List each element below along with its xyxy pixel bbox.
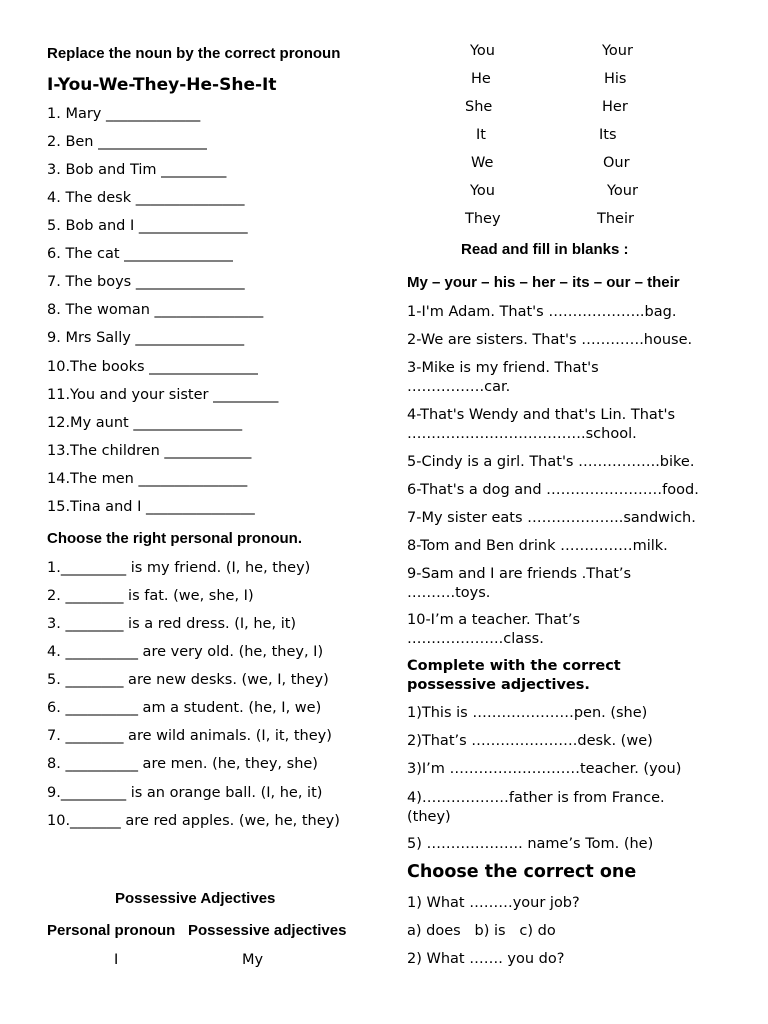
complete-item: 2)That’s ………………….desk. (we)	[407, 733, 653, 749]
heading-choose-correct: Choose the correct one	[407, 862, 637, 882]
heading-replace-noun: Replace the noun by the correct pronoun	[47, 45, 341, 62]
fill-item: 3-Mike is my friend. That's …………….car.	[407, 360, 599, 395]
fill-item: 1-I'm Adam. That's ………………..bag.	[407, 304, 677, 320]
complete-item: 1)This is …………………pen. (she)	[407, 705, 648, 721]
replace-item: 9. Mrs Sally _______________	[47, 330, 245, 346]
pronoun-cell: You	[470, 183, 495, 199]
replace-item: 7. The boys _______________	[47, 274, 245, 290]
possessive-cell: His	[604, 71, 627, 87]
col-header-possessive-adjectives: Possessive adjectives	[188, 922, 347, 939]
pronoun-cell: He	[471, 71, 491, 87]
pronoun-cell: You	[470, 43, 495, 59]
replace-item: 4. The desk _______________	[47, 190, 245, 206]
replace-item: 13.The children ____________	[47, 443, 252, 459]
possessive-cell: Your	[602, 43, 633, 59]
choose-item: 5. ________ are new desks. (we, I, they)	[47, 672, 329, 688]
choose-item: 1._________ is my friend. (I, he, they)	[47, 560, 311, 576]
possessive-cell: Our	[603, 155, 630, 171]
possessive-cell: Its	[599, 127, 617, 143]
replace-item: 3. Bob and Tim _________	[47, 162, 227, 178]
fill-item: 6-That's a dog and ……………………food.	[407, 482, 699, 498]
replace-item: 14.The men _______________	[47, 471, 248, 487]
choose-item: 7. ________ are wild animals. (I, it, they)	[47, 728, 332, 744]
possessive-cell: Their	[597, 211, 634, 227]
choose-correct-item: 2) What ……. you do?	[407, 951, 565, 967]
fill-item: 10-I’m a teacher. That’s ………………..class.	[407, 612, 581, 647]
choose-item: 3. ________ is a red dress. (I, he, it)	[47, 616, 297, 632]
choose-item: 8. __________ are men. (he, they, she)	[47, 756, 318, 772]
heading-choose-pronoun: Choose the right personal pronoun.	[47, 530, 302, 547]
replace-item: 12.My aunt _______________	[47, 415, 243, 431]
fill-item: 9-Sam and I are friends .That’s ……….toys.	[407, 566, 632, 601]
possessive-cell: My	[242, 952, 264, 968]
complete-item: 5) ……………….. name’s Tom. (he)	[407, 836, 654, 852]
heading-pronoun-list: I-You-We-They-He-She-It	[47, 75, 277, 95]
choose-item: 2. ________ is fat. (we, she, I)	[47, 588, 254, 604]
choose-item: 6. __________ am a student. (he, I, we)	[47, 700, 322, 716]
complete-item: 4)………………father is from France. (they)	[407, 790, 665, 825]
choose-correct-options: a) does b) is c) do	[407, 923, 556, 939]
heading-possessive-adjectives: Possessive Adjectives	[115, 890, 276, 907]
possessive-cell: Her	[602, 99, 628, 115]
choose-item: 4. __________ are very old. (he, they, I)	[47, 644, 324, 660]
heading-read-fill: Read and fill in blanks :	[461, 241, 629, 258]
choose-item: 10._______ are red apples. (we, he, they)	[47, 813, 340, 829]
replace-item: 8. The woman _______________	[47, 302, 264, 318]
pronoun-cell: I	[114, 952, 119, 968]
replace-item: 15.Tina and I _______________	[47, 499, 255, 515]
pronoun-cell: She	[465, 99, 493, 115]
pronoun-cell: They	[465, 211, 501, 227]
fill-item: 8-Tom and Ben drink ……………milk.	[407, 538, 668, 554]
replace-item: 2. Ben _______________	[47, 134, 207, 150]
replace-item: 11.You and your sister _________	[47, 387, 279, 403]
fill-item: 7-My sister eats ………………..sandwich.	[407, 510, 696, 526]
choose-item: 9._________ is an orange ball. (I, he, it)	[47, 785, 323, 801]
word-bank: My – your – his – her – its – our – their	[407, 274, 680, 291]
heading-complete-possessive: Complete with the correct possessive adjectives.	[407, 658, 621, 693]
replace-item: 1. Mary _____________	[47, 106, 201, 122]
fill-item: 5-Cindy is a girl. That's ……………..bike.	[407, 454, 695, 470]
replace-item: 6. The cat _______________	[47, 246, 233, 262]
choose-correct-item: 1) What ………your job?	[407, 895, 580, 911]
col-header-personal-pronoun: Personal pronoun	[47, 922, 176, 939]
pronoun-cell: We	[471, 155, 494, 171]
possessive-cell: Your	[607, 183, 638, 199]
fill-item: 4-That's Wendy and that's Lin. That's ……………………………….school.	[407, 407, 676, 442]
replace-item: 5. Bob and I _______________	[47, 218, 248, 234]
fill-item: 2-We are sisters. That's ………….house.	[407, 332, 693, 348]
replace-item: 10.The books _______________	[47, 359, 258, 375]
pronoun-cell: It	[476, 127, 486, 143]
complete-item: 3)I’m ………………………teacher. (you)	[407, 761, 682, 777]
